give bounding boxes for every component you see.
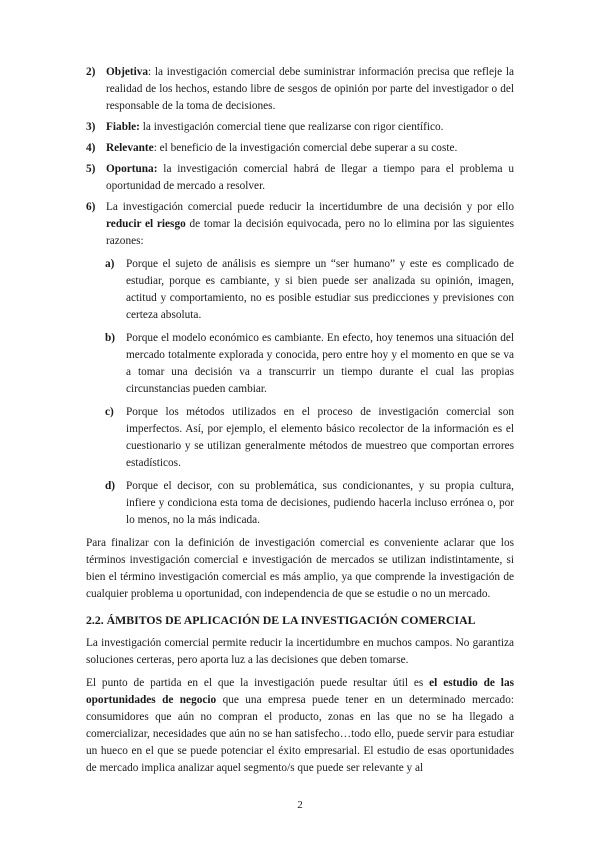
section-paragraph: La investigación comercial permite reducir la incertidumbre en muchos campos. No garantiza soluciones certeras, pero aporta luz a las decisiones que deben tomarse.: [86, 637, 514, 666]
reason-text: Porque el modelo económico es cambiante. En efecto, hoy tenemos una situación del mercado totalmente explorada y conocida, pero entre hoy y el momento en que se va a tomar una decisión va a transcurrir un tiempo durante el cual las propias circunstancias pueden cambiar.: [126, 332, 514, 395]
list-term: Fiable:: [106, 121, 140, 133]
list-text: : la investigación comercial debe suministrar información precisa que refleje la realidad de los hechos, estando libre de sesgos de opinión por parte del investigador o del responsable de la toma de decisiones.: [106, 66, 514, 112]
list-number: 3): [86, 121, 96, 133]
list-text: de tomar la decisión equivocada, pero no lo elimina por las siguientes razones:: [106, 218, 515, 247]
reason-letter: a): [105, 258, 115, 270]
list-item: [86, 140, 514, 157]
paragraph-emphasis: el estudio de las oportunidades de negocio: [86, 677, 514, 706]
document-page: [86, 64, 514, 783]
list-number: 5): [86, 163, 96, 175]
list-text: la investigación comercial habrá de llegar a tiempo para el problema u oportunidad de mercado a resolver.: [106, 163, 514, 192]
paragraph-text: que una empresa puede tener en un determinado mercado: consumidores que aún no compran el producto, zonas en las que no se ha llegado a comercializar, necesidades que aún no se han satisfecho…todo ello, puede servir para estudiar un hueco en el que se puede potenciar el éxito empresarial. El estudio de esas oportunidades de mercado implica analizar aquel segmento/s que puede ser relevante y al: [86, 694, 514, 774]
list-text: La investigación comercial puede reducir la incertidumbre de una decisión y por ello: [106, 201, 514, 213]
paragraph-text: El punto de partida en el que la investigación puede resultar útil es: [86, 677, 430, 689]
reason-item: [86, 404, 514, 472]
list-term: Relevante: [106, 142, 154, 154]
reasons-list: [86, 256, 514, 529]
reason-letter: c): [105, 406, 114, 418]
list-text: : el beneficio de la investigación comercial debe superar a su coste.: [153, 142, 458, 154]
section-heading: 2.2. ÁMBITOS DE APLICACIÓN DE LA INVESTIGACIÓN COMERCIAL: [86, 613, 476, 627]
list-item: [86, 161, 514, 195]
list-item: [86, 119, 514, 136]
list-number: 4): [86, 142, 96, 154]
reason-text: Porque el decisor, con su problemática, sus condicionantes, y su propia cultura, infiere y condiciona esta toma de decisiones, pudiendo hacerla incluso errónea o, por lo menos, no la más indicada.: [126, 480, 514, 526]
section-paragraph: [86, 675, 514, 777]
reason-item: [86, 256, 514, 324]
reason-text: Porque los métodos utilizados en el proceso de investigación comercial son imperfectos. Así, por ejemplo, el elemento básico recolector de la información es el cuestionario y se utilizan generalmente métodos de muestreo que comportan errores estadísticos.: [126, 406, 514, 469]
closing-paragraph: Para finalizar con la definición de investigación comercial es conveniente aclarar que los términos investigación comercial e investigación de mercados se utilizan indistintamente, si bien el término investigación comercial es más amplio, ya que comprende la investigación de cualquier problema u oportunidad, con independencia de que se estudie o no un mercado.: [86, 537, 514, 600]
list-number: 2): [86, 66, 96, 78]
reason-item: [86, 330, 514, 398]
reason-letter: b): [105, 332, 116, 344]
list-item-risk: [86, 199, 514, 250]
list-term: Oportuna:: [106, 163, 158, 175]
list-term: reducir el riesgo: [106, 218, 186, 230]
reason-letter: d): [105, 480, 116, 492]
list-item: [86, 64, 514, 115]
list-text: la investigación comercial tiene que realizarse con rigor científico.: [139, 121, 444, 133]
reason-item: [86, 478, 514, 529]
page-number: 2: [297, 799, 303, 811]
reason-text: Porque el sujeto de análisis es siempre un “ser humano” y este es complicado de estudiar, porque es cambiante, y si bien puede ser analizada su opinión, imagen, actitud y comportamiento, no es posible estudiar sus predicciones y previsiones con certeza absoluta.: [126, 258, 514, 321]
list-term: Objetiva: [106, 66, 149, 78]
list-number: 6): [86, 201, 96, 213]
